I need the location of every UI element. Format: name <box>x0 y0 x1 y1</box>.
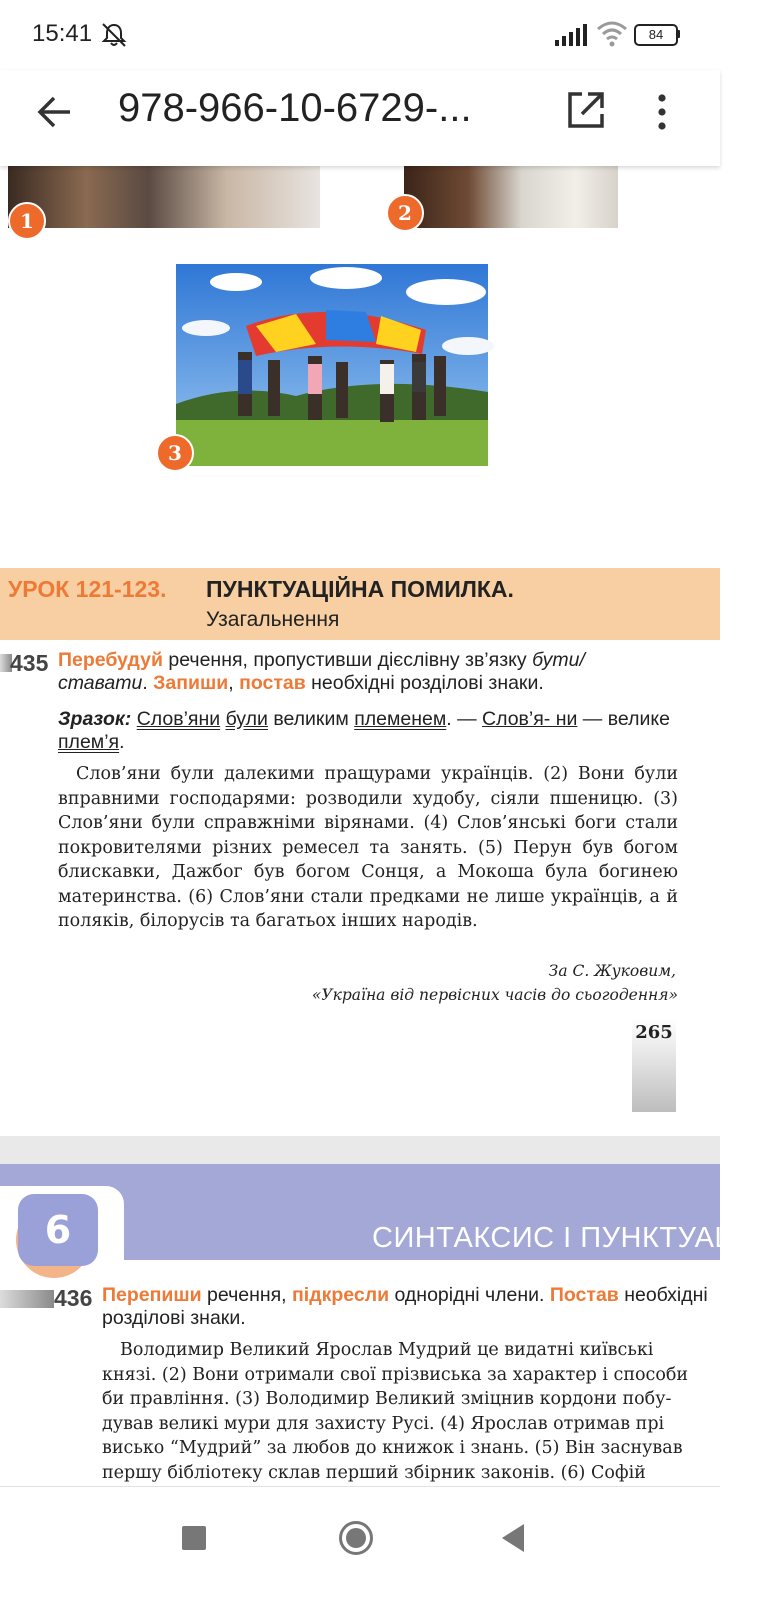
text-line: би правління. (3) Володимир Великий зміцнив кордони побу- <box>102 1389 672 1409</box>
photo-classroom <box>8 166 320 228</box>
signal-icon <box>555 24 589 46</box>
chapter-title: СИНТАКСИС І ПУНКТУАЦІЯ <box>372 1222 766 1254</box>
lesson-title: ПУНКТУАЦІЙНА ПОМИЛКА. <box>206 576 514 602</box>
wifi-icon <box>596 20 628 48</box>
more-options-icon[interactable] <box>652 92 672 132</box>
photo-book <box>404 166 618 228</box>
lesson-label: УРОК 121-123. <box>8 576 167 602</box>
document-title: 978-966-10-6729-... <box>118 86 472 130</box>
exercise-task: Перебудуй речення, пропустивши дієслівну зв’язку бути/ ставати. Запиши, постав необхідні розділові знаки. <box>58 649 585 694</box>
battery-level: 84 <box>634 24 678 46</box>
page-number: 265 <box>635 1022 673 1043</box>
recent-apps-button[interactable] <box>182 1526 206 1550</box>
page-separator <box>0 1136 720 1164</box>
text-line: дував великі мури для захисту Русі. (4) Ярослав отримав прі <box>102 1413 665 1434</box>
exercise-task: Перепиши речення, підкресли однорідні члени. Постав необхідні розділові знаки. <box>102 1284 708 1329</box>
attribution-author: За С. Жуковим, <box>548 962 676 980</box>
photo-number-badge: 1 <box>8 202 46 240</box>
exercise-marker <box>0 1290 54 1308</box>
open-external-icon[interactable] <box>566 90 606 130</box>
text-line: князі. (2) Вони отримали свої прізвиська за характер і способи <box>102 1364 689 1385</box>
home-button[interactable] <box>338 1520 374 1556</box>
text-line: першу бібліотеку склав перший збірник законів. (6) Софій <box>102 1462 646 1483</box>
exercise-number: 436 <box>54 1285 93 1311</box>
exercise-text <box>102 1338 742 1485</box>
document-page <box>0 1164 766 1486</box>
photo-number-badge: 2 <box>386 194 424 232</box>
battery-icon <box>634 24 680 46</box>
back-arrow-icon[interactable] <box>32 90 76 134</box>
status-time: 15:41 <box>32 20 93 47</box>
photo-children-parachute <box>176 264 488 466</box>
notifications-off-icon <box>100 22 128 48</box>
text-line: Володимир Великий Ярослав Мудрий це видатні київські <box>120 1340 654 1360</box>
photo-number-badge: 3 <box>156 434 194 472</box>
exercise-number: 435 <box>10 650 49 676</box>
back-button[interactable] <box>500 1522 526 1554</box>
document-page <box>0 166 720 1136</box>
text-line: висько “Мудрий” за любов до книжок і знань. (5) Він заснував <box>102 1438 683 1458</box>
sample-example: Зразок: Слов’яни були великим племенем. — Слов’я- ни — велике плем’я. <box>58 708 670 753</box>
attribution-source: «Україна від первісних часів до сьогодення» <box>311 986 678 1004</box>
chapter-number: 6 <box>18 1194 98 1266</box>
exercise-text: Слов’яни були далекими пращурами українців. (2) Вони були вправними господарями: розводили худобу, сіяли пшеницю. (3) Слов’яни були справжніми вірянами. (4) Слов’янські боги стали покровителями різних ремесел та занять. (5) Перун був богом блискавки, Дажбог був богом Сонця, а Мокоша була богинею материнства. (6) Слов’яни стали предками не лише українців, а й поляків, білорусів та багатьох інших народів. <box>58 764 678 931</box>
lesson-subtitle: Узагальнення <box>206 608 340 631</box>
